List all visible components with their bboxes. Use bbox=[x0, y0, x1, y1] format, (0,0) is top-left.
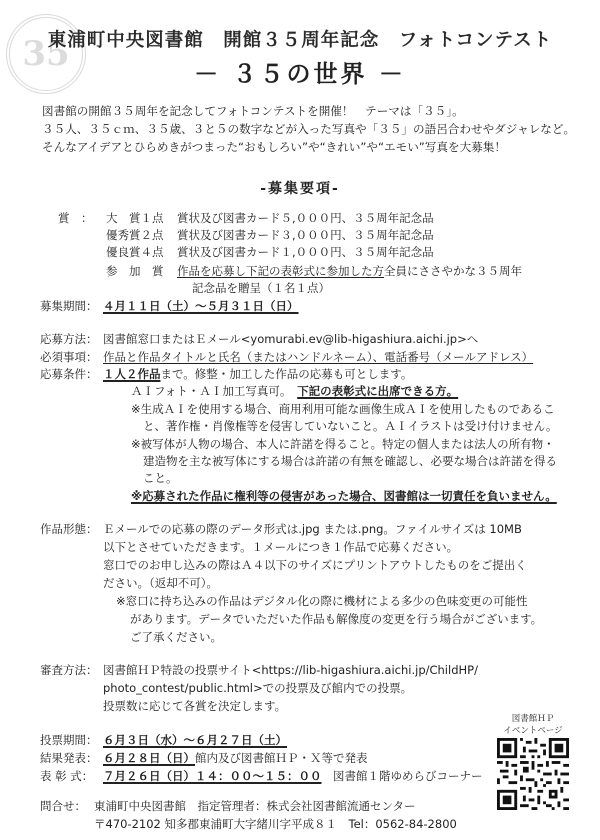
page-title: 東浦町中央図書館 開館３５周年記念 フォトコンテスト bbox=[47, 30, 553, 51]
format-line-5: ※窓口に持ち込みの作品はデジタル化の際に機材による多少の色味変更の可能性 bbox=[116, 594, 528, 608]
prize-rank: 優秀賞２点 bbox=[106, 228, 164, 242]
format-line-3: 窓口でのお申し込みの際はＡ４以下のサイズにプリントアウトしたものをご提出く bbox=[103, 558, 527, 572]
liability-notice: ※応募された作品に権利等の侵害があった場合、図書館は一切責任を負いません。 bbox=[131, 489, 557, 503]
conditions-line-7: こと。 bbox=[143, 471, 178, 485]
participation-gift: 全員にささやかな３５周年 bbox=[384, 264, 522, 278]
qr-caption-1: 図書館ＨＰ bbox=[511, 714, 555, 724]
required-label: 必須事項： bbox=[40, 350, 98, 364]
voting-value: ６月３日（水）～６月２７日（土） bbox=[103, 733, 287, 747]
results-date: ６月２８日（日） bbox=[103, 751, 195, 765]
ceremony-requirement: 下記の表彰式に出席できる方。 bbox=[297, 384, 459, 398]
format-line-6: があります。データでいただいた作品も解像度の変更を行う場合がございます。 bbox=[130, 612, 543, 626]
qr-caption-2: イベントページ bbox=[503, 726, 563, 736]
period-label: 募集期間： bbox=[40, 299, 98, 313]
format-label: 作品形態： bbox=[40, 522, 98, 536]
entry-limit: １人２作品 bbox=[103, 367, 161, 381]
format-line-1: Ｅメールでの応募の際のデータ形式は.jpg または.png。ファイルサイズは 10MB bbox=[103, 522, 522, 536]
page-subtitle: － ３５の世界 － bbox=[194, 59, 406, 88]
method-label: 応募方法： bbox=[40, 332, 98, 346]
results-note: 館内及び図書館ＨＰ・Ｘ等で発表 bbox=[195, 751, 368, 765]
prize-detail: 賞状及び図書カード５,０００円、３５周年記念品 bbox=[177, 211, 434, 225]
intro-line-3: そんなアイデアとひらめきがつまった“おもしろい”や“きれい”や“エモい”写真を大募集！ bbox=[42, 140, 506, 154]
format-line-7: ご了承ください。 bbox=[130, 630, 222, 644]
conditions-label: 応募条件： bbox=[40, 367, 98, 381]
entry-limit-note: まで。修整・加工した作品の応募も可とします。 bbox=[160, 367, 413, 381]
conditions-line-5: ※被写体が人物の場合、本人に許諾を得ること。特定の個人または法人の所有物・ bbox=[131, 437, 555, 451]
format-line-2: 以下とさせていただきます。１メールにつき１作品で応募ください。 bbox=[103, 540, 459, 554]
intro-line-1: 図書館の開館３５周年を記念してフォトコンテストを開催！ テーマは「３５」。 bbox=[42, 104, 464, 118]
intro-line-2: ３５人、３５ｃｍ、３５歳、３と５の数字などが入った写真や「３５」の語呂合わせやダジャレなど。 bbox=[42, 122, 576, 136]
participation-detail bbox=[177, 263, 522, 279]
review-line-1[interactable]: 図書館ＨＰ特設の投票サイト<https://lib-higashiura.aichi.jp/ChildHP/ bbox=[103, 663, 478, 677]
contact-address: 〒470-2102 知多郡東浦町大字緒川字平成８１ Tel：0562-84-2800 bbox=[94, 817, 457, 831]
participation-rank: 参 加 賞 bbox=[106, 264, 164, 278]
ceremony-place: 図書館１階ゆめらびコーナー bbox=[333, 769, 483, 783]
prize-rank: 大 賞１点 bbox=[106, 211, 164, 225]
ceremony-label: 表 彰 式： bbox=[40, 769, 94, 783]
method-value[interactable]: 図書館窓口またはＥメール<yomurabi.ev@lib-higashiura.aichi.jp>へ bbox=[103, 332, 479, 346]
prize-rank: 優良賞４点 bbox=[106, 245, 164, 259]
period-value: ４月１１日（土）～５月３１日（日） bbox=[103, 299, 299, 313]
required-value: 作品と作品タイトルと氏名（またはハンドルネーム）、電話番号（メールアドレス） bbox=[103, 350, 534, 364]
prize-detail: 賞状及び図書カード３,０００円、３５周年記念品 bbox=[177, 228, 434, 242]
review-label: 審査方法： bbox=[40, 663, 98, 677]
logo-number: 35 bbox=[22, 34, 70, 74]
conditions-line-2 bbox=[131, 383, 458, 399]
contact-label: 問合せ： bbox=[40, 799, 86, 813]
conditions-line-3: ※生成ＡＩを使用する場合、商用利用可能な画像生成ＡＩを使用したものであるこ bbox=[131, 402, 555, 416]
results-value bbox=[103, 750, 368, 766]
contact-value: 東浦町中央図書館 指定管理者：株式会社図書館流通センター bbox=[94, 799, 416, 813]
participation-condition: 作品を応募し下記の表彰式に参加した方 bbox=[177, 264, 384, 278]
ceremony-value bbox=[103, 768, 483, 784]
participation-detail-2: 記念品を贈呈（１名１点） bbox=[192, 281, 330, 295]
prizes-label: 賞 ： bbox=[58, 211, 93, 225]
review-line-2[interactable]: photo_contest/public.html>での投票及び館内での投票。 bbox=[103, 681, 413, 695]
ai-allowed: ＡＩフォト・ＡＩ加工写真可。 bbox=[131, 384, 286, 398]
review-line-3: 投票数に応じて各賞を決定します。 bbox=[103, 699, 287, 713]
prize-detail: 賞状及び図書カード１,０００円、３５周年記念品 bbox=[177, 245, 434, 259]
conditions-line-6: 建造物を主な被写体にする場合は許諾の有無を確認し、必要な場合は許諾を得る bbox=[143, 454, 557, 468]
voting-label: 投票期間： bbox=[40, 733, 98, 747]
format-line-4: ださい。（返却不可）。 bbox=[103, 576, 218, 590]
conditions-line-1 bbox=[103, 366, 412, 382]
conditions-line-4: と、著作権・肖像権等を侵害していないこと。ＡＩイラストは受け付けません。 bbox=[143, 419, 558, 433]
guidelines-heading: -募集要項- bbox=[260, 181, 340, 197]
ceremony-date: ７月２６日（日）１４：００～１５：００ bbox=[103, 769, 322, 783]
results-label: 結果発表： bbox=[40, 751, 98, 765]
qr-code-icon[interactable] bbox=[497, 738, 569, 810]
